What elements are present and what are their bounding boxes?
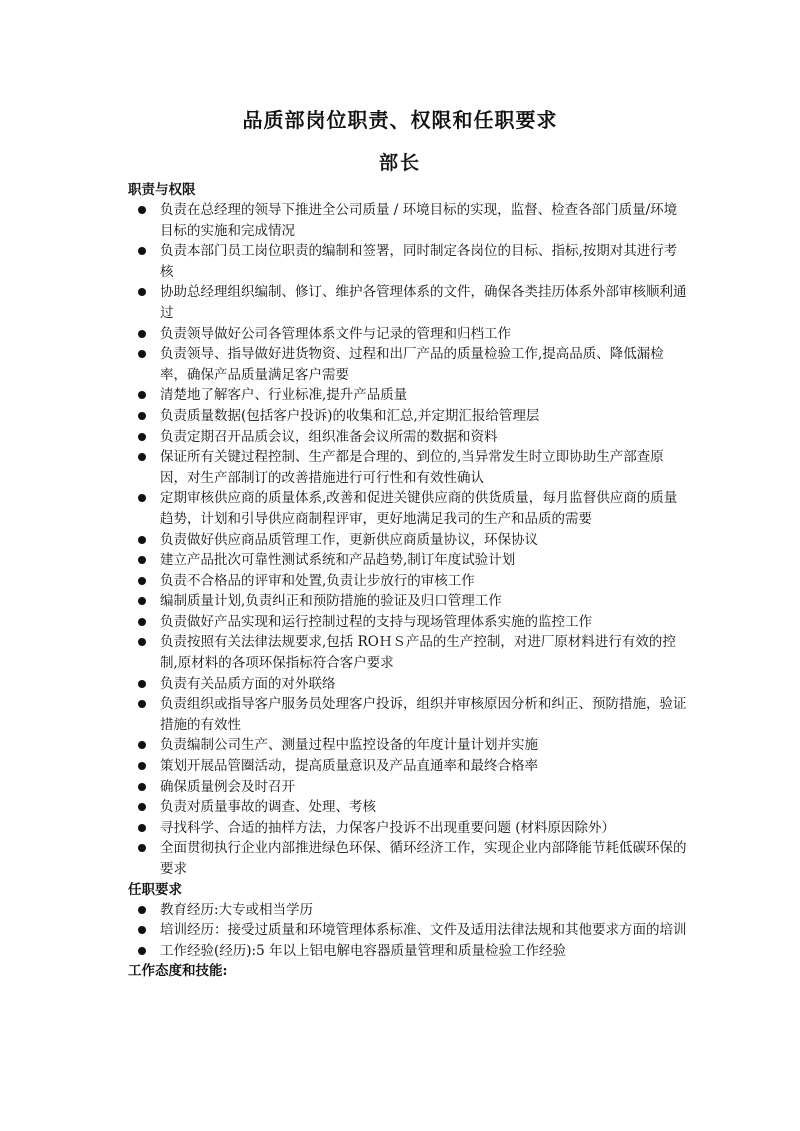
list-item-text: 确保质量例会及时召开 [160,778,295,795]
list-item [128,530,688,551]
document-subtitle: 部长 [378,152,421,174]
list-item-text: 负责领导做好公司各管理体系文件与记录的管理和归档工作 [160,325,511,342]
list-item-text: 全面贯彻执行企业内部推进绿色环保、循环经济工作，实现企业内部降能节耗低碳环保的要求 [160,840,687,877]
list-item-text: 负责有关品质方面的对外联络 [160,675,336,692]
bullet-icon [138,206,146,214]
section-heading: 工作态度和技能: [128,963,228,980]
bullet-icon [138,680,146,688]
list-item [128,488,688,529]
list-item-text: 负责不合格品的评审和处置,负责让步放行的审核工作 [160,572,475,589]
bullet-icon [138,844,146,852]
list-item-text: 保证所有关键过程控制、生产都是合理的、到位的,当异常发生时立即协助生产部查原因，对生产部制订的改善措施进行可行性和有效性确认 [160,449,664,486]
list-item [128,694,688,735]
list-item [128,344,688,385]
list-item [128,818,688,839]
list-item-text: 协助总经理组织编制、修订、维护各管理体系的文件，确保各类挂历体系外部审核顺利通过 [160,284,687,321]
section-heading: 职责与权限 [128,182,196,198]
list-item [128,612,688,633]
list-item [128,920,688,941]
list-item [128,385,688,406]
bullet-icon [138,433,146,441]
section-heading: 任职要求 [128,881,182,898]
list-item-text: 定期审核供应商的质量体系,改善和促进关键供应商的供货质量，每月监督供应商的质量趋势，计划和引导供应商制程评审，更好地满足我司的生产和品质的需要 [160,490,678,527]
list-item [128,900,688,921]
list-item [128,674,688,695]
bullet-list [128,900,688,962]
list-item-text: 教育经历:大专或相当学历 [160,901,314,918]
list-item-text: 负责组织或指导客户服务员处理客户投诉，组织并审核原因分析和纠正、预防措施，验证措施的有效性 [160,696,687,733]
list-item [128,571,688,592]
list-item [128,406,688,427]
bullet-icon [138,350,146,358]
bullet-icon [138,803,146,811]
bullet-list [128,200,688,880]
list-item-text: 策划开展品管圈活动，提高质量意识及产品直通率和最终合格率 [160,758,538,775]
list-item-text: 负责质量数据(包括客户投诉)的收集和汇总,并定期汇报给管理层 [160,407,540,424]
list-item [128,241,688,282]
list-item-text: 寻找科学、合适的抽样方法，力保客户投诉不出现重要问题 (材料原因除外） [160,819,616,836]
list-item [128,550,688,571]
list-item [128,838,688,879]
bullet-icon [138,288,146,296]
list-item [128,777,688,798]
list-item [128,447,688,488]
list-item-text: 编制质量计划,负责纠正和预防措施的验证及归口管理工作 [160,593,502,610]
bullet-icon [138,330,146,338]
bullet-icon [138,906,146,914]
document-body [128,180,688,981]
bullet-icon [138,453,146,461]
list-item [128,200,688,241]
bullet-icon [138,824,146,832]
bullet-icon [138,618,146,626]
bullet-icon [138,391,146,399]
section-attitude-skills [128,961,688,981]
list-item [128,632,688,673]
bullet-icon [138,926,146,934]
bullet-icon [138,638,146,646]
bullet-icon [138,494,146,502]
list-item-text: 负责领导、指导做好进货物资、过程和出厂产品的质量检验工作,提高品质、降低漏检率，确保产品质量满足客户需要 [160,346,664,383]
bullet-icon [138,783,146,791]
list-item-text: 负责按照有关法律法规要求,包括 ROＨＳ产品的生产控制，对进厂原材料进行有效的控制,原材料的各项环保指标符合客户要求 [160,634,676,672]
list-item-text: 负责编制公司生产、测量过程中监控设备的年度计量计划并实施 [160,737,538,754]
list-item-text: 负责本部门员工岗位职责的编制和签署，同时制定各岗位的目标、指标,按期对其进行考核 [160,243,678,280]
list-item-text: 负责定期召开品质会议，组织准备会议所需的数据和资料 [160,428,498,445]
list-item-text: 负责对质量事故的调查、处理、考核 [160,799,376,816]
list-item [128,324,688,345]
list-item-text: 清楚地了解客户、行业标准,提升产品质量 [160,387,408,404]
list-item-text: 培训经历：接受过质量和环境管理体系标准、文件及适用法律法规和其他要求方面的培训 [160,922,687,939]
list-item-text: 负责做好产品实现和运行控制过程的支持与现场管理体系实施的监控工作 [160,613,592,630]
list-item [128,735,688,756]
bullet-icon [138,577,146,585]
list-item [128,427,688,448]
document-title: 品质部岗位职责、权限和任职要求 [242,108,558,132]
list-item [128,756,688,777]
section-duties [128,180,688,880]
list-item-text: 建立产品批次可靠性测试系统和产品趋势,制订年度试验计划 [160,552,516,569]
list-item-text: 负责在总经理的领导下推进全公司质量 / 环境目标的实现，监督、检查各部门质量/环境目标的实施和完成情况 [160,202,678,239]
list-item [128,282,688,323]
list-item [128,797,688,818]
bullet-icon [138,247,146,255]
list-item [128,591,688,612]
bullet-icon [138,412,146,420]
list-item [128,941,688,962]
bullet-icon [138,762,146,770]
bullet-icon [138,947,146,955]
bullet-icon [138,741,146,749]
section-requirements [128,880,688,962]
list-item-text: 负责做好供应商品质管理工作，更新供应商质量协议，环保协议 [160,531,538,548]
bullet-icon [138,556,146,564]
list-item-text: 工作经验(经历):5 年以上铝电解电容器质量管理和质量检验工作经验 [160,942,566,959]
bullet-icon [138,536,146,544]
bullet-icon [138,597,146,605]
bullet-icon [138,700,146,708]
